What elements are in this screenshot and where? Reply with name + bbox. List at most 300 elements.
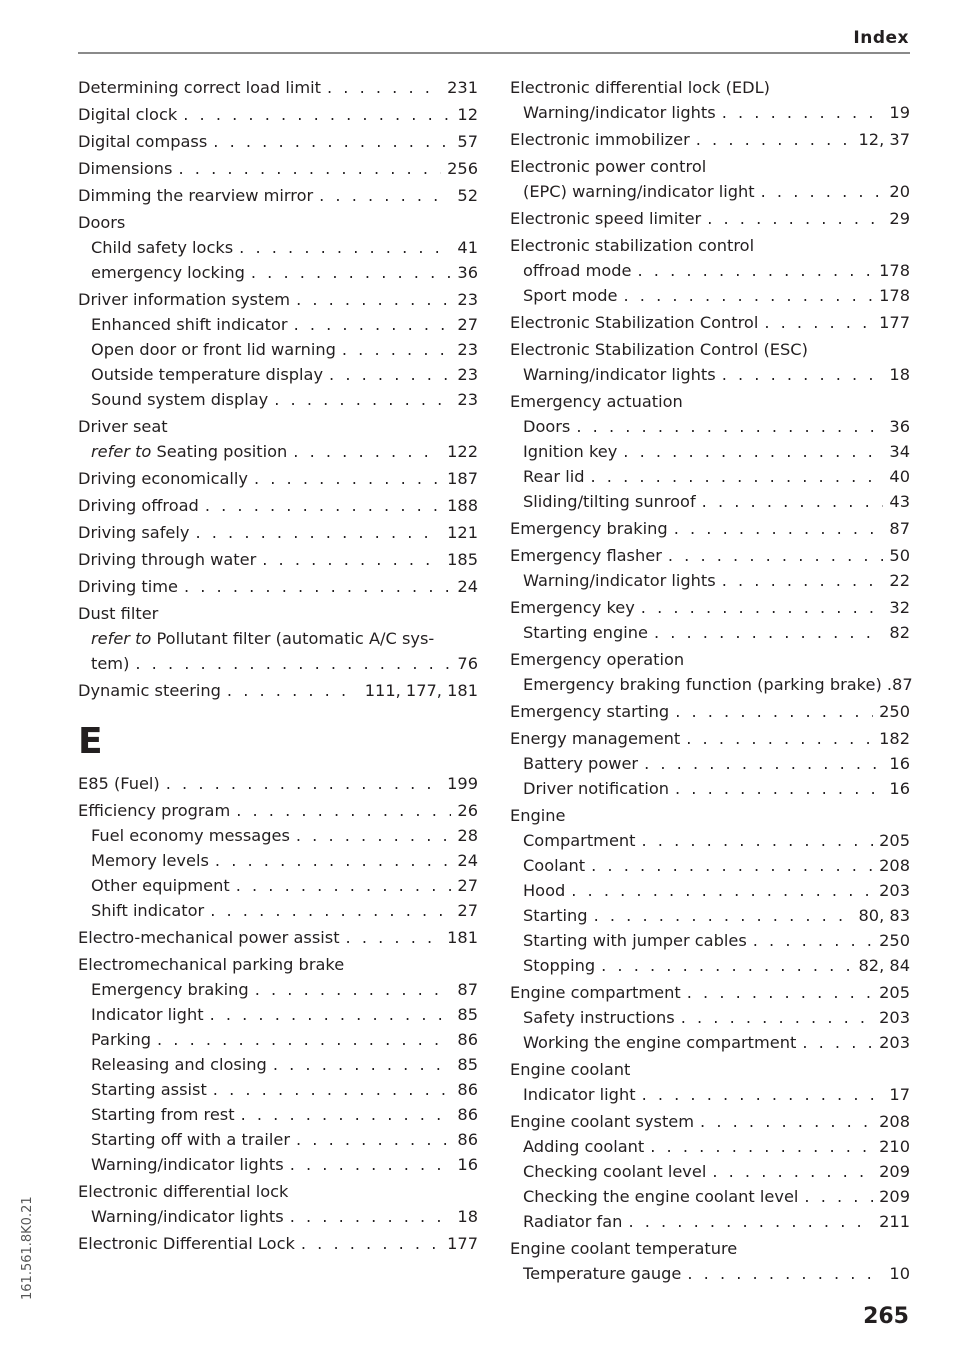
index-subentry: [78, 235, 478, 260]
entry-term: Checking coolant level: [523, 1162, 707, 1181]
entry-term: Emergency starting: [510, 702, 670, 721]
index-subentry: [78, 1204, 478, 1229]
index-subentry: [78, 1052, 478, 1077]
entry-term: Electronic Stabilization Control (ESC): [510, 340, 808, 359]
leader-dots: [623, 439, 883, 464]
entry-page-ref: 80, 83: [858, 906, 910, 925]
entry-term: Memory levels: [91, 851, 209, 870]
index-entry: [78, 547, 478, 572]
entry-page-ref: 27: [457, 901, 478, 920]
leader-dots: [650, 1134, 873, 1159]
leader-dots: [644, 751, 883, 776]
leader-dots: [157, 1027, 451, 1052]
leader-dots: [236, 798, 451, 823]
index-entry: [78, 601, 478, 626]
index-subentry: [510, 179, 910, 204]
leader-dots: [642, 1082, 884, 1107]
entry-page-ref: 18: [457, 1207, 478, 1226]
leader-dots: [654, 620, 883, 645]
entry-term: Checking the engine coolant level: [523, 1187, 799, 1206]
entry-term: Emergency actuation: [510, 392, 683, 411]
entry-page-ref: 250: [879, 702, 910, 721]
index-subentry: [78, 848, 478, 873]
leader-dots: [591, 853, 873, 878]
leader-dots: [195, 520, 441, 545]
index-entry: [510, 75, 910, 100]
entry-page-ref: 10: [889, 1264, 910, 1283]
leader-dots: [696, 127, 853, 152]
index-entry: [510, 516, 910, 541]
entry-term: Seating position: [156, 442, 288, 461]
leader-dots: [227, 678, 359, 703]
index-entry: [510, 1236, 910, 1261]
leader-dots: [184, 574, 451, 599]
leader-dots: [702, 489, 884, 514]
leader-dots: [213, 129, 451, 154]
index-entry: [510, 310, 910, 335]
index-entry: [78, 183, 478, 208]
index-subentry: [78, 977, 478, 1002]
index-entry: [510, 1109, 910, 1134]
entry-term: Electronic power control: [510, 157, 707, 176]
leader-dots: [681, 1005, 873, 1030]
entry-term: Driving safely: [78, 523, 190, 542]
entry-term: Electronic Stabilization Control: [510, 313, 759, 332]
entry-page-ref: 23: [457, 340, 478, 359]
index-subentry: [78, 1127, 478, 1152]
entry-term: Driving time: [78, 577, 178, 596]
entry-page-ref: 250: [879, 931, 910, 950]
entry-page-ref: 23: [457, 365, 478, 384]
entry-page-ref: 211: [879, 1212, 910, 1231]
entry-term: Electro-mechanical power assist: [78, 928, 340, 947]
leader-dots: [342, 337, 452, 362]
entry-term: Emergency braking: [91, 980, 249, 999]
cross-reference-label: refer to: [91, 442, 152, 461]
entry-term: Driving through water: [78, 550, 257, 569]
leader-dots: [183, 102, 451, 127]
index-entry: [78, 798, 478, 823]
index-subentry: [78, 898, 478, 923]
entry-page-ref: 177: [447, 1234, 478, 1253]
index-entry: [510, 154, 910, 179]
entry-page-ref: 43: [889, 492, 910, 511]
leader-dots: [707, 206, 883, 231]
index-subentry: [510, 672, 913, 697]
entry-term: Indicator light: [523, 1085, 636, 1104]
entry-term: offroad mode: [523, 261, 632, 280]
index-entry: [78, 210, 478, 235]
index-subentry: [510, 828, 910, 853]
leader-dots: [213, 1077, 452, 1102]
leader-dots: [722, 362, 884, 387]
index-entry: [510, 233, 910, 258]
entry-page-ref: 24: [457, 577, 478, 596]
leader-dots: [254, 466, 441, 491]
entry-page-ref: 27: [457, 315, 478, 334]
entry-term: Engine: [510, 806, 566, 825]
entry-page-ref: 188: [447, 496, 478, 515]
entry-term: Fuel economy messages: [91, 826, 290, 845]
entry-page-ref: 209: [879, 1162, 910, 1181]
index-subentry: [78, 873, 478, 898]
entry-term: Emergency flasher: [510, 546, 662, 565]
entry-term: Electronic differential lock (EDL): [510, 78, 770, 97]
entry-term: Battery power: [523, 754, 639, 773]
entry-term: Coolant: [523, 856, 586, 875]
index-subentry: [78, 626, 478, 651]
index-entry: [510, 543, 910, 568]
index-subentry: [510, 414, 910, 439]
entry-term: Warning/indicator lights: [91, 1207, 284, 1226]
leader-dots: [294, 312, 452, 337]
entry-term: Emergency braking: [510, 519, 668, 538]
entry-page-ref: 178: [879, 286, 910, 305]
entry-page-ref: 27: [457, 876, 478, 895]
leader-dots: [239, 235, 451, 260]
entry-page-ref: 28: [457, 826, 478, 845]
index-subentry: [510, 1159, 910, 1184]
index-entry: [78, 678, 478, 703]
index-entry: [78, 574, 478, 599]
entry-term: Electronic stabilization control: [510, 236, 755, 255]
entry-term: Starting off with a trailer: [91, 1130, 291, 1149]
leader-dots: [642, 828, 874, 853]
index-entry: [78, 466, 478, 491]
entry-term: emergency locking: [91, 263, 245, 282]
index-subentry: [510, 362, 910, 387]
entry-term: Rear lid: [523, 467, 585, 486]
entry-term: Starting assist: [91, 1080, 207, 1099]
entry-page-ref: 203: [879, 1008, 910, 1027]
entry-page-ref: 185: [447, 550, 478, 569]
entry-term: Electronic immobilizer: [510, 130, 690, 149]
index-subentry: [78, 1077, 478, 1102]
entry-page-ref: 86: [457, 1130, 478, 1149]
index-entry: [510, 647, 910, 672]
index-entry: [510, 337, 910, 362]
leader-dots: [346, 925, 442, 950]
leader-dots: [273, 1052, 452, 1077]
entry-term: Emergency operation: [510, 650, 685, 669]
entry-page-ref: 87: [457, 980, 478, 999]
index-entry: [78, 156, 478, 181]
entry-page-ref: 182: [879, 729, 910, 748]
entry-page-ref: 16: [889, 779, 910, 798]
entry-page-ref: 178: [879, 261, 910, 280]
index-column-left: [78, 73, 478, 1256]
entry-page-ref: 23: [457, 290, 478, 309]
entry-page-ref: 16: [889, 754, 910, 773]
entry-page-ref: 17: [889, 1085, 910, 1104]
entry-term: Temperature gauge: [523, 1264, 682, 1283]
index-subentry: [510, 464, 910, 489]
page-header-title: Index: [853, 28, 909, 48]
entry-term: Emergency braking function (parking brake) .87: [523, 675, 913, 694]
entry-page-ref: 50: [889, 546, 910, 565]
leader-dots: [675, 776, 883, 801]
leader-dots: [274, 387, 451, 412]
entry-page-ref: 36: [889, 417, 910, 436]
index-subentry: [510, 439, 910, 464]
entry-page-ref: 203: [879, 1033, 910, 1052]
entry-term: Engine coolant system: [510, 1112, 695, 1131]
leader-dots: [594, 903, 853, 928]
entry-term: Indicator light: [91, 1005, 204, 1024]
index-entry: [510, 1057, 910, 1082]
entry-term: Shift indicator: [91, 901, 205, 920]
index-subentry: [510, 258, 910, 283]
entry-page-ref: 205: [879, 831, 910, 850]
index-subentry: [78, 1002, 478, 1027]
leader-dots: [178, 156, 441, 181]
leader-dots: [255, 977, 452, 1002]
entry-term: Driving offroad: [78, 496, 199, 515]
index-subentry: [510, 1184, 910, 1209]
index-subentry: [78, 1027, 478, 1052]
index-entry: [78, 493, 478, 518]
leader-dots: [262, 547, 441, 572]
entry-term: Working the engine compartment: [523, 1033, 797, 1052]
entry-term: Driver information system: [78, 290, 291, 309]
leader-dots: [296, 287, 451, 312]
entry-page-ref: 41: [457, 238, 478, 257]
entry-term: Starting with jumper cables: [523, 931, 747, 950]
index-entry: [510, 699, 910, 724]
entry-page-ref: 203: [879, 881, 910, 900]
leader-dots: [290, 1152, 452, 1177]
entry-term: Pollutant filter (automatic A/C sys-: [156, 629, 435, 648]
leader-dots: [293, 439, 441, 464]
index-entry: [510, 803, 910, 828]
leader-dots: [296, 1127, 451, 1152]
leader-dots: [135, 651, 451, 676]
entry-page-ref: 209: [879, 1187, 910, 1206]
page-number: 265: [863, 1304, 909, 1329]
entry-term: Electronic differential lock: [78, 1182, 289, 1201]
index-entry: [78, 287, 478, 312]
index-entry: [78, 771, 478, 796]
index-subentry: [510, 853, 910, 878]
entry-page-ref: 86: [457, 1030, 478, 1049]
entry-page-ref: 34: [889, 442, 910, 461]
leader-dots: [327, 75, 441, 100]
entry-page-ref: 205: [879, 983, 910, 1002]
leader-dots: [251, 260, 452, 285]
entry-term: Electromechanical parking brake: [78, 955, 345, 974]
index-subentry: [78, 1102, 478, 1127]
entry-term: Dynamic steering: [78, 681, 221, 700]
index-subentry: [510, 568, 910, 593]
entry-term: Starting engine: [523, 623, 648, 642]
entry-page-ref: 181: [447, 928, 478, 947]
entry-term: Energy management: [510, 729, 681, 748]
entry-page-ref: 23: [457, 390, 478, 409]
entry-page-ref: 231: [447, 78, 478, 97]
index-entry: [78, 129, 478, 154]
entry-term: Other equipment: [91, 876, 230, 895]
index-subentry: [510, 620, 910, 645]
entry-page-ref: 36: [457, 263, 478, 282]
leader-dots: [722, 100, 884, 125]
entry-term: Starting from rest: [91, 1105, 235, 1124]
leader-dots: [753, 928, 873, 953]
leader-dots: [802, 1030, 873, 1055]
entry-term: Safety instructions: [523, 1008, 675, 1027]
entry-page-ref: 29: [889, 209, 910, 228]
leader-dots: [236, 873, 452, 898]
index-subentry: [510, 903, 910, 928]
index-subentry: [510, 1005, 910, 1030]
entry-term: Doors: [523, 417, 571, 436]
index-subentry: [78, 387, 478, 412]
leader-dots: [329, 362, 451, 387]
leader-dots: [166, 771, 441, 796]
leader-dots: [687, 980, 873, 1005]
entry-term: Outside temperature display: [91, 365, 324, 384]
leader-dots: [590, 464, 883, 489]
index-subentry: [510, 1261, 910, 1286]
leader-dots: [601, 953, 852, 978]
entry-page-ref: 82, 84: [858, 956, 910, 975]
leader-dots: [576, 414, 883, 439]
leader-dots: [687, 1261, 883, 1286]
leader-dots: [686, 726, 873, 751]
index-entry: [510, 595, 910, 620]
index-entry: [78, 75, 478, 100]
entry-page-ref: 20: [889, 182, 910, 201]
leader-dots: [290, 1204, 452, 1229]
leader-dots: [624, 283, 874, 308]
entry-term: Engine coolant: [510, 1060, 631, 1079]
entry-term: Enhanced shift indicator: [91, 315, 288, 334]
entry-page-ref: 122: [447, 442, 478, 461]
entry-page-ref: 12, 37: [858, 130, 910, 149]
entry-term: Doors: [78, 213, 126, 232]
index-subentry: [510, 1082, 910, 1107]
leader-dots: [675, 699, 873, 724]
entry-page-ref: 256: [447, 159, 478, 178]
leader-dots: [761, 179, 884, 204]
entry-term: Open door or front lid warning: [91, 340, 336, 359]
entry-page-ref: 187: [447, 469, 478, 488]
index-subentry: [78, 439, 478, 464]
entry-page-ref: 22: [889, 571, 910, 590]
leader-dots: [296, 823, 452, 848]
entry-page-ref: 32: [889, 598, 910, 617]
index-subentry: [78, 823, 478, 848]
entry-page-ref: 82: [889, 623, 910, 642]
entry-page-ref: 85: [457, 1055, 478, 1074]
index-subentry: [510, 489, 910, 514]
entry-page-ref: 199: [447, 774, 478, 793]
index-entry: [78, 520, 478, 545]
entry-page-ref: 12: [457, 105, 478, 124]
entry-term: Engine compartment: [510, 983, 681, 1002]
entry-term: Engine coolant temperature: [510, 1239, 738, 1258]
leader-dots: [215, 848, 451, 873]
leader-dots: [301, 1231, 441, 1256]
leader-dots: [668, 543, 884, 568]
entry-term: E85 (Fuel): [78, 774, 160, 793]
document-code: 161.561.8K0.21: [20, 1196, 35, 1300]
entry-page-ref: 111, 177, 181: [364, 681, 478, 700]
entry-page-ref: 210: [879, 1137, 910, 1156]
leader-dots: [241, 1102, 452, 1127]
leader-dots: [319, 183, 451, 208]
entry-page-ref: 86: [457, 1080, 478, 1099]
index-subentry: [78, 312, 478, 337]
entry-term: Parking: [91, 1030, 152, 1049]
leader-dots: [700, 1109, 873, 1134]
entry-term: Sliding/tilting sunroof: [523, 492, 696, 511]
index-subentry: [510, 928, 910, 953]
entry-term: Electronic Differential Lock: [78, 1234, 295, 1253]
entry-page-ref: 87: [889, 519, 910, 538]
index-subentry: [78, 260, 478, 285]
index-subentry: [510, 776, 910, 801]
entry-term: Digital compass: [78, 132, 208, 151]
entry-term: Electronic speed limiter: [510, 209, 702, 228]
leader-dots: [210, 898, 451, 923]
entry-term: Hood: [523, 881, 566, 900]
section-letter: E: [78, 721, 103, 762]
entry-term: Starting: [523, 906, 588, 925]
leader-dots: [205, 493, 441, 518]
entry-term: Warning/indicator lights: [523, 571, 716, 590]
entry-page-ref: 16: [457, 1155, 478, 1174]
entry-page-ref: 76: [457, 654, 478, 673]
entry-term: Child safety locks: [91, 238, 234, 257]
entry-term: Dust filter: [78, 604, 159, 623]
leader-dots: [674, 516, 884, 541]
index-subentry: [510, 751, 910, 776]
entry-term: Driver notification: [523, 779, 669, 798]
cross-reference-label: refer to: [91, 629, 152, 648]
entry-term: Dimensions: [78, 159, 173, 178]
entry-term: (EPC) warning/indicator light: [523, 182, 755, 201]
leader-dots: [641, 595, 884, 620]
index-entry: [78, 925, 478, 950]
entry-page-ref: 40: [889, 467, 910, 486]
leader-dots: [804, 1184, 873, 1209]
index-entry: [78, 102, 478, 127]
index-subentry: [78, 362, 478, 387]
entry-term: Sport mode: [523, 286, 618, 305]
header-rule: [78, 52, 910, 54]
entry-page-ref: 85: [457, 1005, 478, 1024]
index-entry: [78, 1231, 478, 1256]
leader-dots: [210, 1002, 452, 1027]
index-entry: [510, 980, 910, 1005]
leader-dots: [571, 878, 873, 903]
entry-term: Ignition key: [523, 442, 618, 461]
leader-dots: [722, 568, 884, 593]
index-subentry: [510, 100, 910, 125]
index-subentry: [510, 283, 910, 308]
entry-page-ref: 208: [879, 1112, 910, 1131]
entry-page-ref: 208: [879, 856, 910, 875]
entry-term: Warning/indicator lights: [91, 1155, 284, 1174]
entry-page-ref: 86: [457, 1105, 478, 1124]
index-subentry: [78, 337, 478, 362]
entry-term: Adding coolant: [523, 1137, 645, 1156]
index-entry: [78, 1179, 478, 1204]
entry-term: Efficiency program: [78, 801, 231, 820]
index-entry: [510, 726, 910, 751]
entry-term: Sound system display: [91, 390, 269, 409]
entry-term: tem): [91, 654, 130, 673]
